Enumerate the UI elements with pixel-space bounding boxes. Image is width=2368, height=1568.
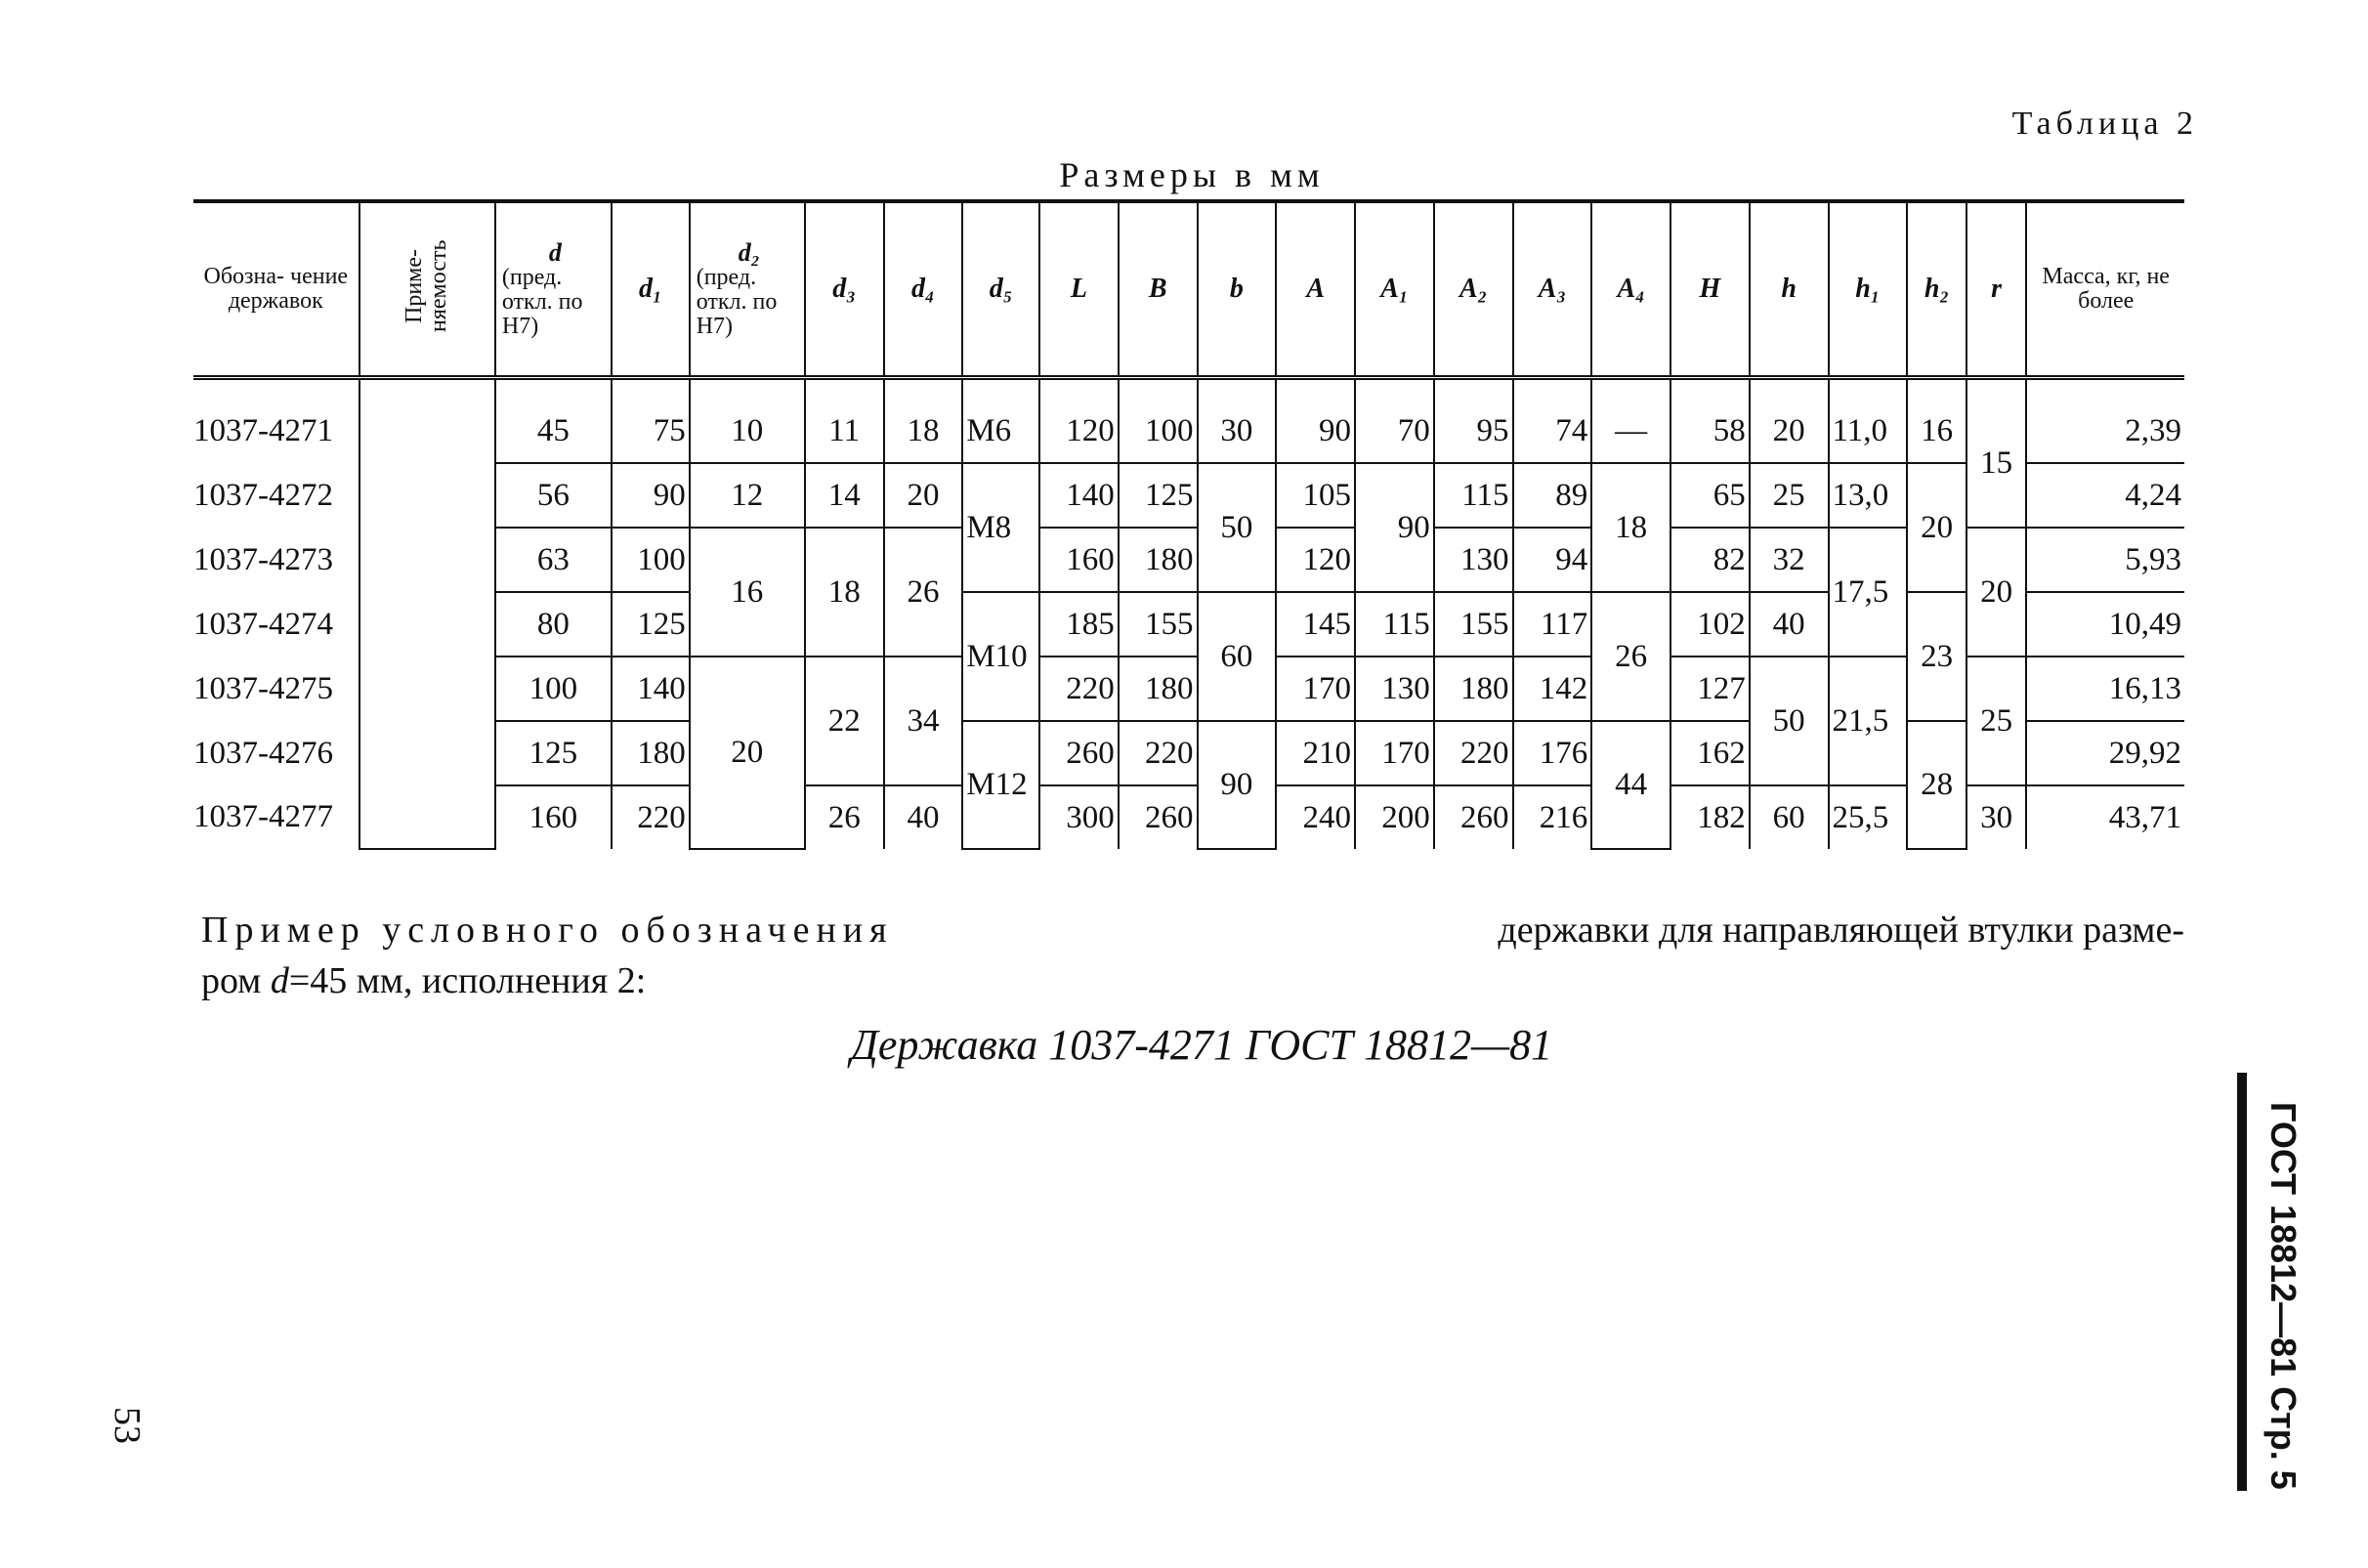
cell-d4: 34 (884, 657, 963, 785)
cell-L: 120 (1039, 400, 1119, 463)
cell-mass: 29,92 (2026, 721, 2184, 785)
units-caption: Размеры в мм (1059, 155, 1325, 194)
cell-d3: 18 (805, 528, 884, 657)
table-row (193, 400, 2184, 463)
cell-d1: 100 (612, 528, 690, 592)
cell-d5: М8 (962, 463, 1039, 592)
cell-d3: 11 (805, 400, 884, 463)
example-line-1 (201, 905, 2184, 955)
cell-d: 56 (495, 463, 612, 528)
cell-A2: 130 (1434, 528, 1513, 592)
cell-d3: 22 (805, 657, 884, 785)
example-variable: d (270, 960, 289, 1001)
header-b: b (1198, 201, 1277, 378)
cell-h1: 21,5 (1829, 657, 1908, 785)
cell-A3: 142 (1513, 657, 1592, 721)
cell-h: 20 (1750, 400, 1829, 463)
cell-A2: 115 (1434, 463, 1513, 528)
header-B: B (1119, 201, 1198, 378)
example-line2-b: =45 мм, исполнения 2: (288, 960, 647, 1001)
table-number: Таблица 2 (2011, 106, 2198, 142)
cell-d: 80 (495, 592, 612, 657)
cell-designation: 1037-4277 (193, 799, 333, 835)
cell-d4: 40 (884, 785, 963, 849)
header-d4: d₄ (884, 201, 963, 378)
table-header-row (193, 201, 2184, 378)
header-A3: A₃ (1513, 201, 1592, 378)
cell-h2: 20 (1907, 463, 1966, 592)
cell-H: 127 (1670, 657, 1750, 721)
running-header: ГОСТ 18812—81 Стр. 5 (2263, 1102, 2304, 1490)
page-number: 53 (106, 1407, 148, 1444)
cell-r: 20 (1966, 528, 2027, 657)
cell-H: 65 (1670, 463, 1750, 528)
cell-d: 63 (495, 528, 612, 592)
header-d-note: (пред. откл. по Н7) (501, 264, 583, 340)
cell-B: 260 (1119, 785, 1198, 849)
header-d1: d₁ (612, 201, 690, 378)
cell-mass: 43,71 (2026, 785, 2184, 849)
header-A2: A₂ (1434, 201, 1513, 378)
cell-L: 140 (1039, 463, 1119, 528)
cell-A2: 155 (1434, 592, 1513, 657)
cell-mass: 10,49 (2026, 592, 2184, 657)
cell-d4: 18 (884, 400, 963, 463)
cell-A4: 44 (1591, 721, 1670, 849)
header-L: L (1039, 201, 1119, 378)
cell-d1: 90 (612, 463, 690, 528)
cell-d1: 125 (612, 592, 690, 657)
cell-A1: 170 (1355, 721, 1434, 785)
cell-A1: 115 (1355, 592, 1434, 657)
cell-designation: 1037-4273 (193, 541, 333, 577)
cell-H: 162 (1670, 721, 1750, 785)
header-applicability-text: Приме- няемость (402, 239, 452, 333)
header-A: A (1276, 201, 1355, 378)
cell-A1: 130 (1355, 657, 1434, 721)
cell-B: 220 (1119, 721, 1198, 785)
cell-L: 260 (1039, 721, 1119, 785)
cell-H: 182 (1670, 785, 1750, 849)
cell-h1: 25,5 (1829, 785, 1908, 849)
cell-A3: 94 (1513, 528, 1592, 592)
cell-B: 180 (1119, 528, 1198, 592)
cell-d5: М6 (962, 400, 1039, 463)
cell-b: 90 (1198, 721, 1277, 849)
header-d (495, 201, 612, 378)
cell-H: 82 (1670, 528, 1750, 592)
cell-A4: 26 (1591, 592, 1670, 721)
cell-A: 240 (1276, 785, 1355, 849)
cell-A2: 180 (1434, 657, 1513, 721)
cell-d2: 20 (690, 657, 805, 849)
cell-h1: 17,5 (1829, 528, 1908, 657)
cell-A1: 90 (1355, 463, 1434, 592)
cell-mass: 5,93 (2026, 528, 2184, 592)
dimensions-table (193, 199, 2184, 850)
cell-L: 185 (1039, 592, 1119, 657)
cell-d2: 10 (690, 400, 805, 463)
cell-h1: 13,0 (1829, 463, 1908, 528)
cell-d4: 26 (884, 528, 963, 657)
cell-A2: 220 (1434, 721, 1513, 785)
header-mass: Масса, кг, не более (2026, 201, 2184, 378)
header-h: h (1750, 201, 1829, 378)
cell-b: 50 (1198, 463, 1277, 592)
cell-applicability (359, 400, 495, 849)
cell-d: 100 (495, 657, 612, 721)
cell-h: 25 (1750, 463, 1829, 528)
cell-L: 220 (1039, 657, 1119, 721)
cell-H: 102 (1670, 592, 1750, 657)
example-paragraph (201, 905, 2184, 1006)
cell-mass: 2,39 (2026, 400, 2184, 463)
cell-A4: — (1591, 400, 1670, 463)
cell-d3: 14 (805, 463, 884, 528)
cell-d5: М10 (962, 592, 1039, 721)
cell-h1: 11,0 (1829, 400, 1908, 463)
header-d2 (690, 201, 805, 378)
header-h1: h₁ (1829, 201, 1908, 378)
cell-A3: 176 (1513, 721, 1592, 785)
example-line2-a: ром (201, 960, 262, 1001)
cell-r: 15 (1966, 400, 2027, 528)
cell-mass: 4,24 (2026, 463, 2184, 528)
example-designation: Державка 1037-4271 ГОСТ 18812—81 (850, 1021, 1553, 1069)
cell-b: 60 (1198, 592, 1277, 721)
cell-designation: 1037-4271 (193, 413, 333, 449)
cell-r: 30 (1966, 785, 2027, 849)
example-line-2 (201, 955, 2184, 1006)
cell-d1: 180 (612, 721, 690, 785)
cell-d: 45 (495, 400, 612, 463)
header-H: H (1670, 201, 1750, 378)
cell-L: 160 (1039, 528, 1119, 592)
cell-L: 300 (1039, 785, 1119, 849)
cell-d1: 75 (612, 400, 690, 463)
running-header-rule (2237, 1073, 2247, 1491)
cell-d: 125 (495, 721, 612, 785)
cell-A4: 18 (1591, 463, 1670, 592)
cell-d: 160 (495, 785, 612, 849)
example-rest: державки для направляющей втулки разме- (1498, 910, 2184, 951)
cell-h2: 16 (1907, 400, 1966, 463)
cell-d2: 16 (690, 528, 805, 657)
header-h2: h₂ (1907, 201, 1966, 378)
cell-h2: 23 (1907, 592, 1966, 721)
cell-B: 100 (1119, 400, 1198, 463)
cell-b: 30 (1198, 400, 1277, 463)
cell-A: 170 (1276, 657, 1355, 721)
cell-A: 210 (1276, 721, 1355, 785)
cell-h: 60 (1750, 785, 1829, 849)
cell-A2: 95 (1434, 400, 1513, 463)
cell-A3: 216 (1513, 785, 1592, 849)
header-designation: Обозна- чение державок (193, 201, 359, 378)
cell-h2: 28 (1907, 721, 1966, 849)
cell-A: 90 (1276, 400, 1355, 463)
cell-A2: 260 (1434, 785, 1513, 849)
header-d2-symbol: d₂ (738, 237, 760, 267)
cell-d4: 20 (884, 463, 963, 528)
header-applicability (359, 201, 495, 378)
cell-A3: 74 (1513, 400, 1592, 463)
cell-A: 120 (1276, 528, 1355, 592)
header-d5: d₅ (962, 201, 1039, 378)
header-r: r (1966, 201, 2027, 378)
cell-B: 180 (1119, 657, 1198, 721)
cell-A1: 200 (1355, 785, 1434, 849)
cell-h: 50 (1750, 657, 1829, 785)
header-d2-note: (пред. откл. по Н7) (696, 264, 778, 340)
cell-d5: М12 (962, 721, 1039, 849)
cell-r: 25 (1966, 657, 2027, 785)
header-A1: A₁ (1355, 201, 1434, 378)
cell-B: 125 (1119, 463, 1198, 528)
cell-h: 32 (1750, 528, 1829, 592)
cell-designation: 1037-4274 (193, 606, 333, 642)
cell-d1: 220 (612, 785, 690, 849)
cell-d1: 140 (612, 657, 690, 721)
cell-H: 58 (1670, 400, 1750, 463)
cell-A: 145 (1276, 592, 1355, 657)
cell-B: 155 (1119, 592, 1198, 657)
cell-A1: 70 (1355, 400, 1434, 463)
table-spacer-row (193, 378, 2184, 401)
cell-A3: 117 (1513, 592, 1592, 657)
cell-designation: 1037-4275 (193, 670, 333, 706)
cell-d2: 12 (690, 463, 805, 528)
cell-mass: 16,13 (2026, 657, 2184, 721)
cell-A: 105 (1276, 463, 1355, 528)
header-A4: A₄ (1591, 201, 1670, 378)
cell-h: 40 (1750, 592, 1829, 657)
cell-A3: 89 (1513, 463, 1592, 528)
cell-designation: 1037-4272 (193, 477, 333, 513)
cell-designation: 1037-4276 (193, 735, 333, 771)
cell-d3: 26 (805, 785, 884, 849)
header-d-symbol: d (548, 237, 562, 267)
header-d3: d₃ (805, 201, 884, 378)
example-lead: Пример условного обозначения (201, 910, 894, 951)
